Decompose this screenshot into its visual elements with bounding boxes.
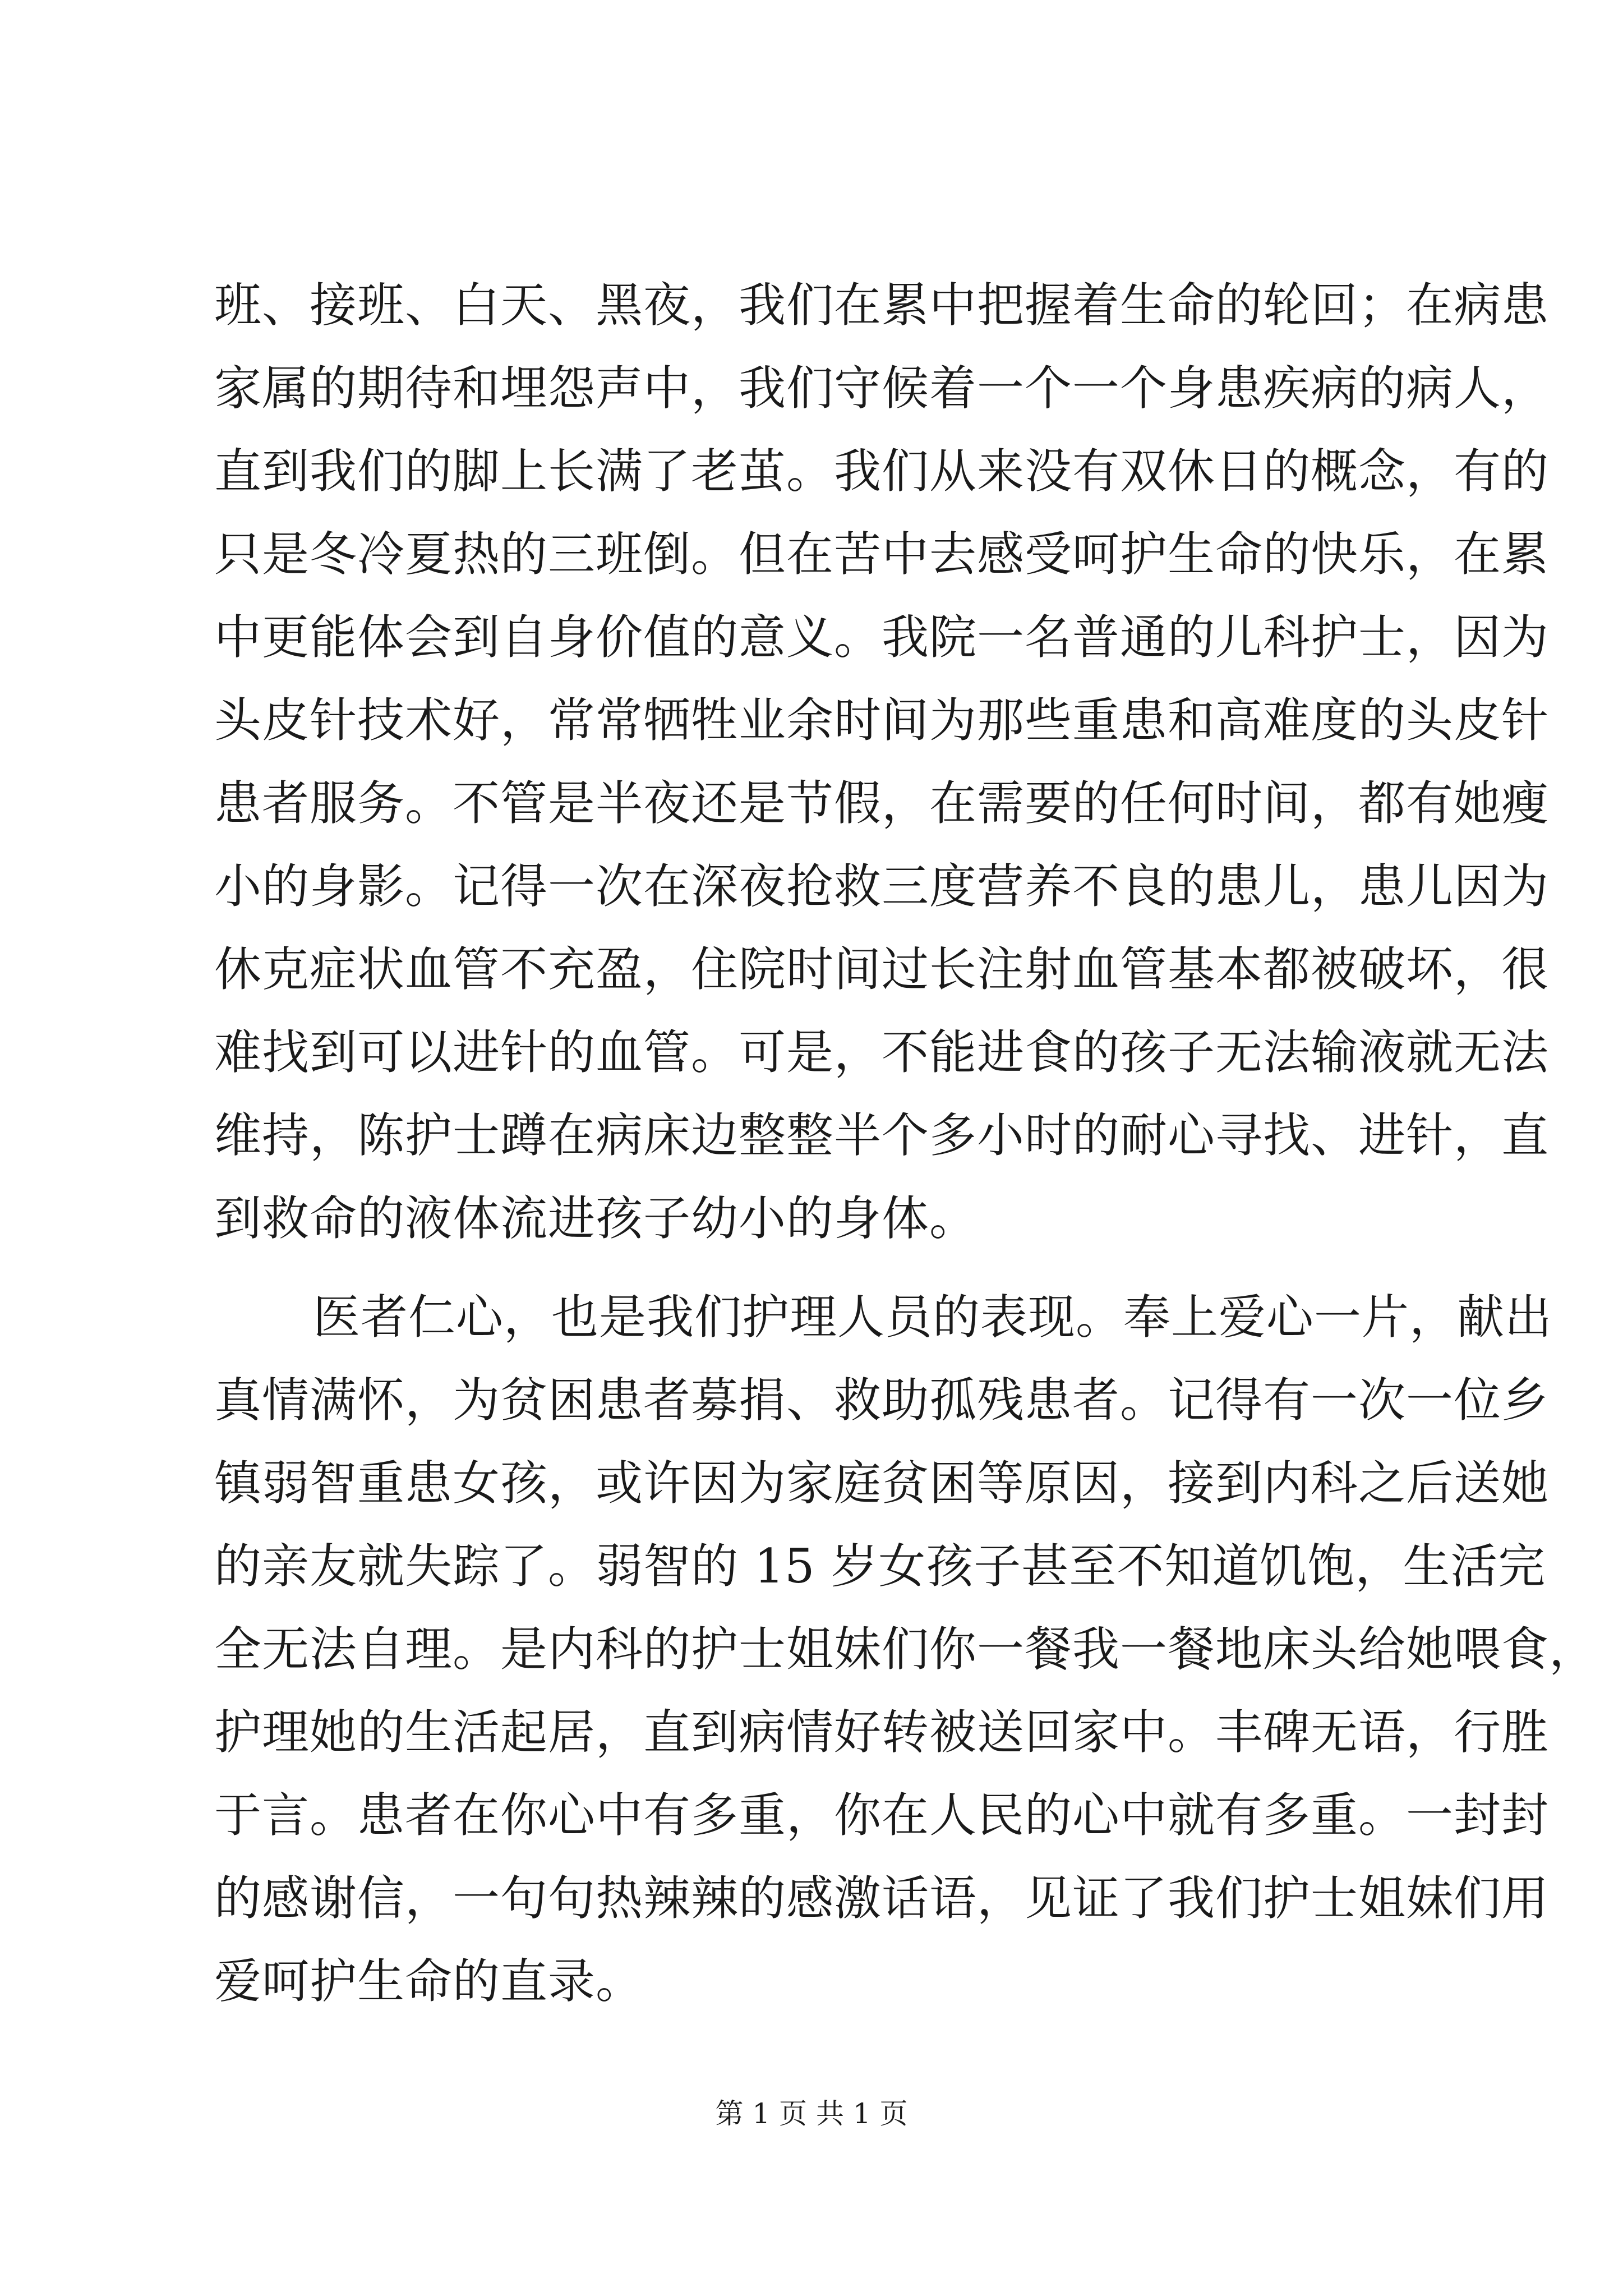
- text-line: 头皮针技术好，常常牺牲业余时间为那些重患和高难度的头皮针: [214, 693, 1550, 748]
- text-line: 于言。患者在你心中有多重，你在人民的心中就有多重。一封封: [214, 1788, 1550, 1843]
- text-line: 直到我们的脚上长满了老茧。我们从来没有双休日的概念，有的: [214, 444, 1550, 499]
- text-line: 难找到可以进针的血管。可是，不能进食的孩子无法输液就无法: [214, 1025, 1550, 1080]
- text-line: 医者仁心，也是我们护理人员的表现。奉上爱心一片，献出: [313, 1290, 1553, 1345]
- text-line: 中更能体会到自身价值的意义。我院一名普通的儿科护士，因为: [214, 610, 1550, 665]
- text-line: 家属的期待和埋怨声中，我们守候着一个一个身患疾病的病人，: [214, 361, 1550, 416]
- document-body: [214, 264, 1597, 2023]
- text-line: 镇弱智重患女孩，或许因为家庭贫困等原因，接到内科之后送她: [214, 1456, 1550, 1511]
- paragraph-2: [214, 1276, 1597, 2023]
- text-line: 到救命的液体流进孩子幼小的身体。: [214, 1191, 978, 1246]
- paragraph-1: [214, 264, 1550, 1260]
- text-line: 小的身影。记得一次在深夜抢救三度营养不良的患儿，患儿因为: [214, 859, 1550, 914]
- text-line: 爱呵护生命的直录。: [214, 1954, 644, 2009]
- page-footer: 第 1 页 共 1 页: [715, 2097, 908, 2130]
- text-line: 的感谢信，一句句热辣辣的感激话语，见证了我们护士姐妹们用: [214, 1871, 1550, 1926]
- text-line: 患者服务。不管是半夜还是节假，在需要的任何时间，都有她瘦: [214, 776, 1550, 831]
- text-line: 真情满怀，为贫困患者募捐、救助孤残患者。记得有一次一位乡: [214, 1373, 1550, 1428]
- text-line: 休克症状血管不充盈，住院时间过长注射血管基本都被破坏，很: [214, 942, 1550, 997]
- text-line: 的亲友就失踪了。弱智的 15 岁女孩子甚至不知道饥饱，生活完: [214, 1539, 1546, 1594]
- text-line: 全无法自理。是内科的护士姐妹们你一餐我一餐地床头给她喂食，: [214, 1622, 1597, 1677]
- text-line: 只是冬冷夏热的三班倒。但在苦中去感受呵护生命的快乐，在累: [214, 527, 1550, 582]
- text-line: 班、接班、白天、黑夜，我们在累中把握着生命的轮回；在病患: [214, 278, 1550, 333]
- paragraph-spacer: [214, 1260, 1420, 1276]
- text-line: 维持，陈护士蹲在病床边整整半个多小时的耐心寻找、进针，直: [214, 1108, 1550, 1163]
- text-line: 护理她的生活起居，直到病情好转被送回家中。丰碑无语，行胜: [214, 1705, 1550, 1760]
